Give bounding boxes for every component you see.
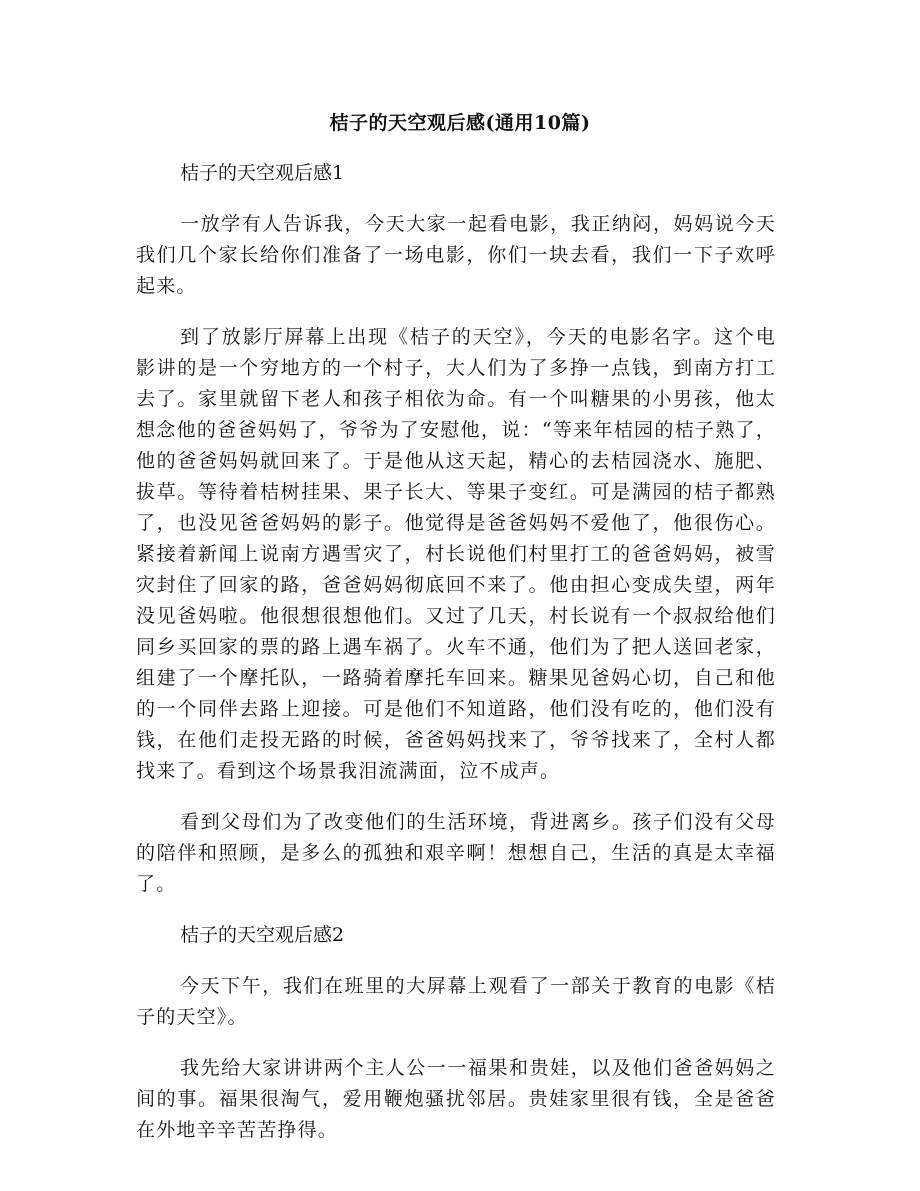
section-heading: 桔子的天空观后感2	[180, 924, 345, 946]
paragraph: 一放学有人告诉我，今天大家一起看电影，我正纳闷，妈妈说今天我们几个家长给你们准备了一场电影，你们一块去看，我们一下子欢呼起来。	[136, 213, 776, 297]
section-heading: 桔子的天空观后感1	[180, 162, 345, 184]
paragraph: 看到父母们为了改变他们的生活环境，背进离乡。孩子们没有父母的陪伴和照顾，是多么的孤独和艰辛啊！想想自己，生活的真是太幸福了。	[136, 811, 776, 895]
section-2	[136, 920, 776, 1146]
document-title: 桔子的天空观后感(通用10篇)	[329, 112, 591, 134]
document-body	[136, 158, 776, 1166]
paragraph: 今天下午，我们在班里的大屏幕上观看了一部关于教育的电影《桔子的天空》。	[136, 975, 776, 1028]
paragraph: 我先给大家讲讲两个主人公一一福果和贵娃，以及他们爸爸妈妈之间的事。福果很淘气，爱用鞭炮骚扰邻居。贵娃家里很有钱，全是爸爸在外地辛辛苦苦挣得。	[136, 1057, 776, 1141]
section-1	[136, 158, 776, 900]
paragraph: 到了放影厅屏幕上出现《桔子的天空》，今天的电影名字。这个电影讲的是一个穷地方的一个村子，大人们为了多挣一点钱，到南方打工去了。家里就留下老人和孩子相依为命。有一个叫糖果的小男孩，他太想念他的爸爸妈妈了，爷爷为了安慰他，说：“等来年桔园的桔子熟了，他的爸爸妈妈就回来了。于是他从这天起，精心的去桔园浇水、施肥、拔草。等待着桔树挂果、果子长大、等果子变红。可是满园的桔子都熟了，也没见爸爸妈妈的影子。他觉得是爸爸妈妈不爱他了，他很伤心。紧接着新闻上说南方遇雪灾了，村长说他们村里打工的爸爸妈妈，被雪灾封住了回家的路，爸爸妈妈彻底回不来了。他由担心变成失望，两年没见爸妈啦。他很想很想他们。又过了几天，村长说有一个叔叔给他们同乡买回家的票的路上遇车祸了。火车不通，他们为了把人送回老家，组建了一个摩托队，一路骑着摩托车回来。糖果见爸妈心切，自己和他的一个同伴去路上迎接。可是他们不知道路，他们没有吃的，他们没有钱，在他们走投无路的时候，爸爸妈妈找来了，爷爷找来了，全村人都找来了。看到这个场景我泪流满面，泣不成声。	[136, 326, 776, 782]
